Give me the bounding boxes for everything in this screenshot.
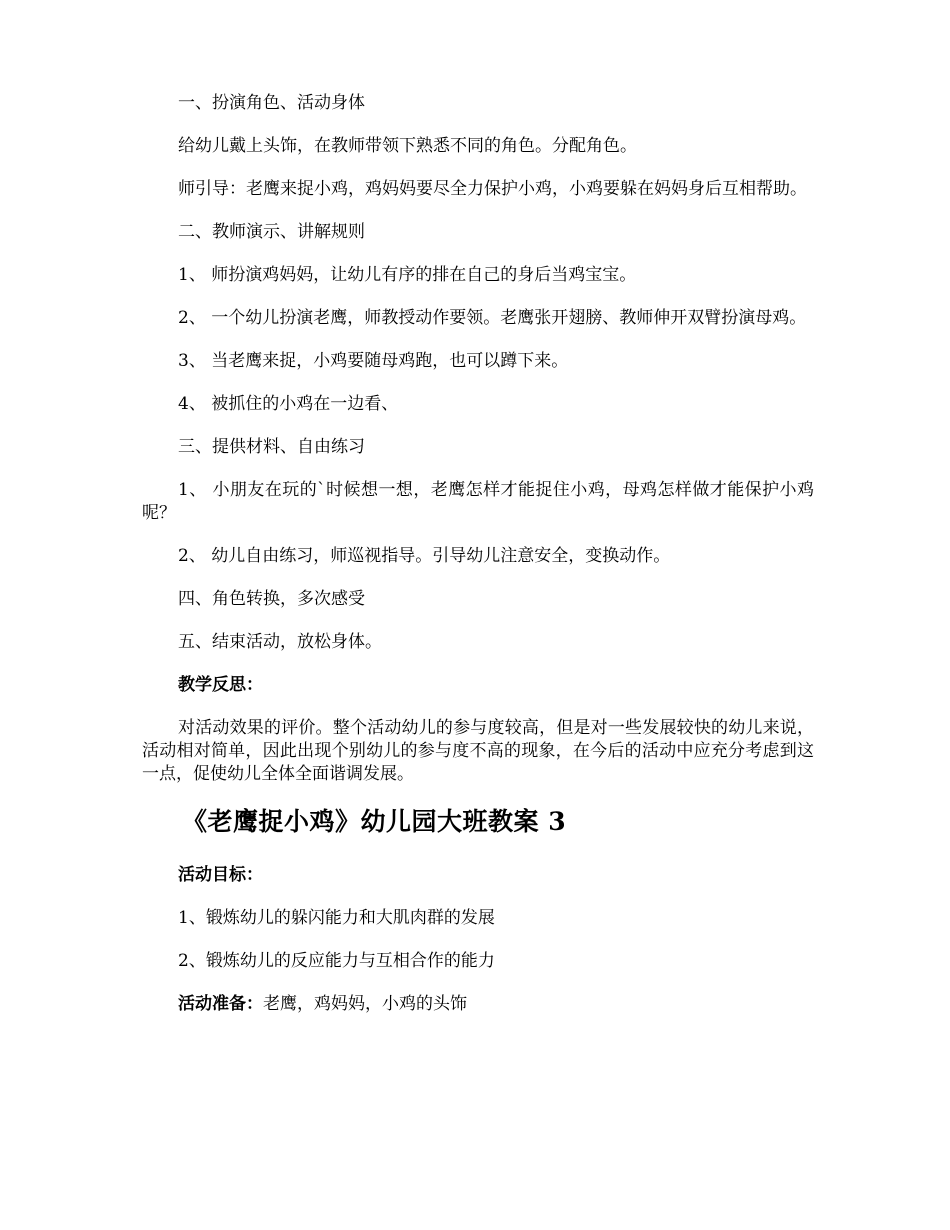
paragraph: 四、角色转换，多次感受: [178, 589, 365, 609]
paragraph: 4、 被抓住的小鸡在一边看、: [178, 394, 399, 414]
paragraph: 三、提供材料、自由练习: [178, 437, 365, 457]
prep-label: 活动准备：: [178, 994, 263, 1014]
document-page: [142, 92, 814, 1036]
section-title: 《老鹰捉小鸡》幼儿园大班教案 3: [182, 807, 567, 836]
paragraph: 1、 师扮演鸡妈妈，让幼儿有序的排在自己的身后当鸡宝宝。: [178, 265, 637, 285]
reflection-text: 对活动效果的评价。整个活动幼儿的参与度较高，但是对一些发展较快的幼儿来说，活动相对简单，因此出现个别幼儿的参与度不高的现象，在今后的活动中应充分考虑到这一点，促使幼儿全体全面谐调发展。: [142, 718, 814, 784]
goals-heading: 活动目标：: [178, 865, 263, 885]
paragraph: 2、 一个幼儿扮演老鹰，师教授动作要领。老鹰张开翅膀、教师伸开双臂扮演母鸡。: [178, 308, 807, 328]
paragraph: 一、扮演角色、活动身体: [178, 93, 365, 113]
prep-text: 老鹰，鸡妈妈，小鸡的头饰: [263, 994, 467, 1014]
paragraph: 2、 幼儿自由练习，师巡视指导。引导幼儿注意安全，变换动作。: [178, 546, 671, 566]
paragraph: 师引导：老鹰来捉小鸡，鸡妈妈要尽全力保护小鸡，小鸡要躲在妈妈身后互相帮助。: [178, 179, 807, 199]
paragraph: 二、教师演示、讲解规则: [178, 222, 365, 242]
goal-item: 2、锻炼幼儿的反应能力与互相合作的能力: [178, 951, 495, 971]
paragraph: 五、结束活动，放松身体。: [178, 632, 382, 652]
paragraph: 给幼儿戴上头饰，在教师带领下熟悉不同的角色。分配角色。: [178, 136, 637, 156]
prep-line: [142, 993, 814, 1016]
paragraph: 1、 小朋友在玩的`时候想一想，老鹰怎样才能捉住小鸡，母鸡怎样做才能保护小鸡呢？: [142, 480, 814, 523]
reflection-heading: 教学反思：: [178, 675, 263, 695]
goal-item: 1、锻炼幼儿的躲闪能力和大肌肉群的发展: [178, 908, 495, 928]
paragraph: 3、 当老鹰来捉，小鸡要随母鸡跑，也可以蹲下来。: [178, 351, 569, 371]
